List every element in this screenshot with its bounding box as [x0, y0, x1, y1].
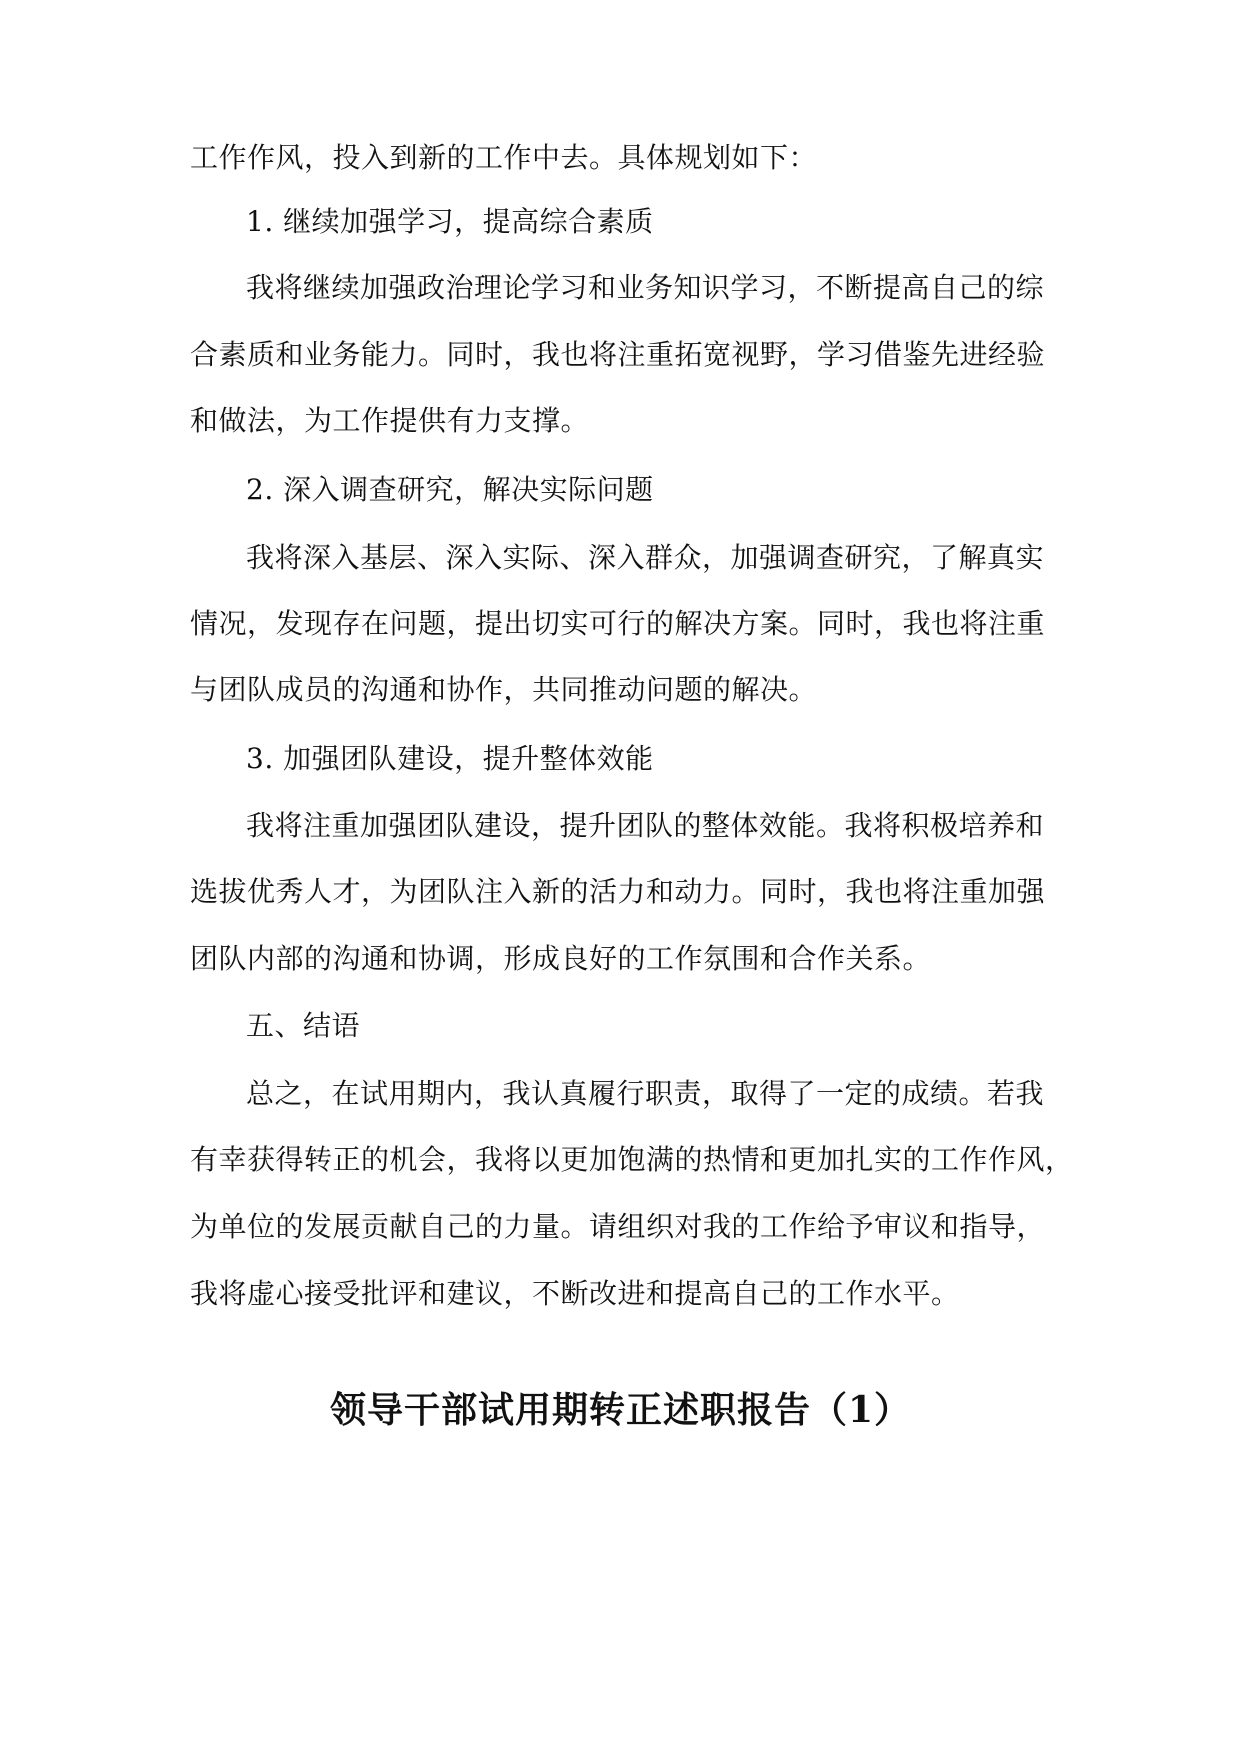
paragraph-line: 我将继续加强政治理论学习和业务知识学习，不断提高自己的综: [246, 271, 1045, 304]
section-heading-2: 2. 深入调查研究，解决实际问题: [246, 473, 654, 506]
paragraph-line: 我将深入基层、深入实际、深入群众，加强调查研究，了解真实: [246, 541, 1045, 574]
section-heading-3: 3. 加强团队建设，提升整体效能: [246, 742, 654, 775]
paragraph-line: 选拔优秀人才，为团队注入新的活力和动力。同时，我也将注重加强: [190, 875, 1046, 908]
paragraph-line: 总之，在试用期内，我认真履行职责，取得了一定的成绩。若我: [246, 1077, 1045, 1110]
paragraph-line: 工作作风，投入到新的工作中去。具体规划如下：: [190, 141, 818, 174]
paragraph-line: 团队内部的沟通和协调，形成良好的工作氛围和合作关系。: [190, 942, 932, 975]
paragraph-line: 我将虚心接受批评和建议，不断改进和提高自己的工作水平。: [190, 1277, 960, 1310]
section-heading-conclusion: 五、结语: [246, 1009, 361, 1042]
paragraph-line: 情况，发现存在问题，提出切实可行的解决方案。同时，我也将注重: [190, 607, 1046, 640]
paragraph-line: 有幸获得转正的机会，我将以更加饱满的热情和更加扎实的工作作风，: [190, 1143, 1074, 1176]
report-title: 领导干部试用期转正述职报告（1）: [329, 1389, 912, 1431]
paragraph-line: 为单位的发展贡献自己的力量。请组织对我的工作给予审议和指导，: [190, 1210, 1046, 1243]
paragraph-line: 与团队成员的沟通和协作，共同推动问题的解决。: [190, 673, 818, 706]
paragraph-line: 和做法，为工作提供有力支撑。: [190, 404, 590, 437]
paragraph-line: 合素质和业务能力。同时，我也将注重拓宽视野，学习借鉴先进经验: [190, 338, 1046, 371]
paragraph-line: 我将注重加强团队建设，提升团队的整体效能。我将积极培养和: [246, 809, 1045, 842]
section-heading-1: 1. 继续加强学习，提高综合素质: [246, 205, 654, 238]
